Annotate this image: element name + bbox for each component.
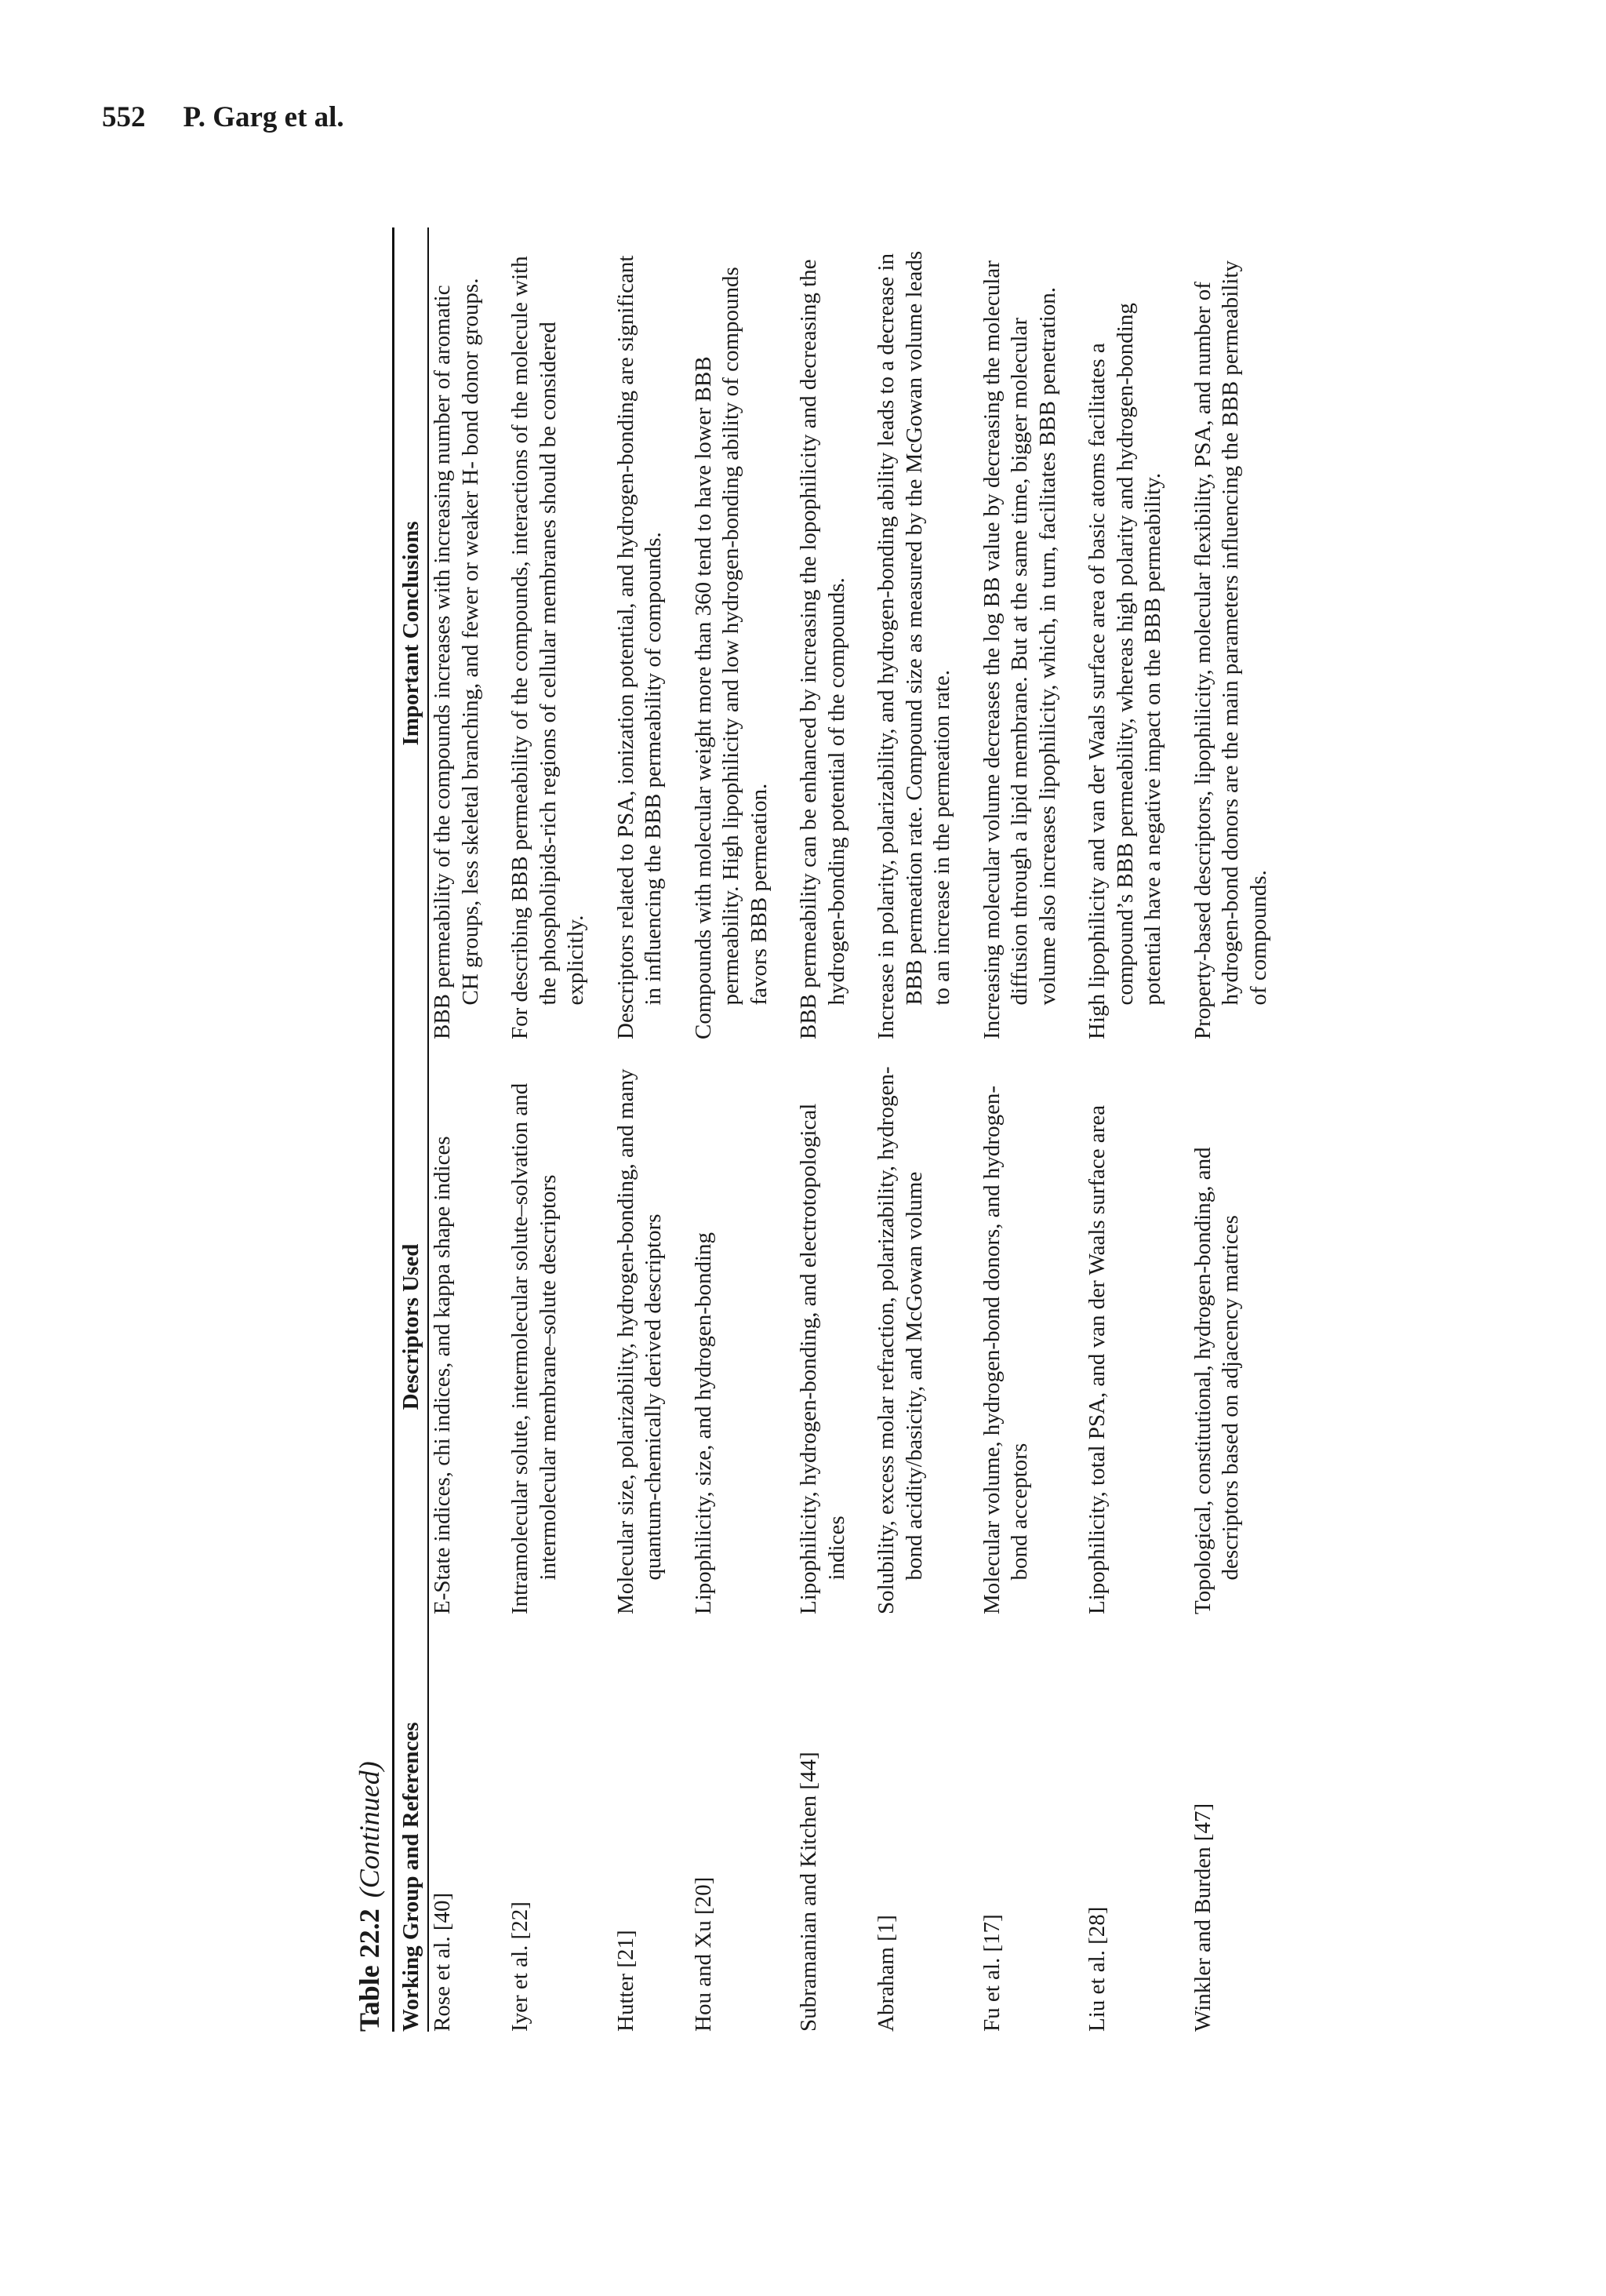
cell-conclusions: High lipophilicity and van der Waals surface area of basic atoms facilitates a compound’s BBB permeability, whereas high polarity and hydrogen-bonding potential have a negative impact on the BBB permeability.: [1085, 303, 1165, 1039]
header-conclusions: Important Conclusions: [398, 521, 423, 746]
cell-conclusions: BBB permeability of the compounds increases with increasing number of aromatic CH groups, less skeletal branching, and fewer or weaker H- bond donor groups.: [430, 278, 483, 1039]
cell-descriptors: Solubility, excess molar refraction, polarizability, hydrogen-bond acidity/basicity, and McGowan volume: [874, 1066, 927, 1614]
cell-descriptors: Intramolecular solute, intermolecular solute–solvation and intermolecular membrane–solute descriptors: [507, 1083, 561, 1614]
table-row: [979, 227, 1063, 2032]
running-head-authors: P. Garg et al.: [183, 101, 344, 133]
cell-reference: Hou and Xu [20]: [690, 1876, 716, 2032]
cell-reference: Winkler and Burden [47]: [1190, 1803, 1215, 2032]
cell-reference: Liu et al. [28]: [1085, 1906, 1110, 2032]
cell-descriptors: Lipophilicity, total PSA, and van der Waals surface area: [1085, 1104, 1110, 1614]
cell-reference: Fu et al. [17]: [979, 1914, 1005, 2032]
page-number: 552: [102, 101, 146, 133]
header-descriptors: Descriptors Used: [398, 1243, 423, 1410]
running-head: [102, 100, 344, 134]
cell-reference: Rose et al. [40]: [430, 1892, 455, 2032]
data-table: [392, 227, 1295, 2032]
table-caption-number: Table 22.2: [354, 1908, 385, 2032]
table-caption-continued: (Continued): [354, 1761, 385, 1898]
table-row: [1084, 227, 1168, 2032]
header-working-group: Working Group and References: [398, 1722, 423, 2032]
table-header-row: [394, 227, 427, 2032]
cell-conclusions: Compounds with molecular weight more than 360 tend to have lower BBB permeability. High lipophilicity and low hydrogen-bonding ability of compounds favors BBB permeation.: [690, 267, 772, 1039]
cell-descriptors: E-State indices, chi indices, and kappa shape indices: [430, 1136, 455, 1614]
cell-descriptors: Molecular size, polarizability, hydrogen-bonding, and many quantum-chemically derived descriptors: [612, 1068, 666, 1614]
table-row: [1190, 227, 1274, 2032]
cell-reference: Abraham [1]: [874, 1915, 899, 2032]
cell-reference: Iyer et al. [22]: [507, 1901, 532, 2032]
cell-descriptors: Lipophilicity, size, and hydrogen-bonding: [690, 1232, 716, 1614]
cell-reference: Hutter [21]: [612, 1930, 638, 2032]
table-landscape: [353, 208, 1372, 2106]
table-row: [507, 227, 590, 2032]
table-row: [612, 227, 668, 2032]
table-row: [429, 227, 485, 2032]
table-caption: [353, 1761, 386, 2032]
cell-conclusions: Descriptors related to PSA, ionization potential, and hydrogen-bonding are significant in influencing the BBB permeability of compounds.: [612, 255, 666, 1039]
cell-descriptors: Molecular volume, hydrogen-bond donors, and hydrogen-bond acceptors: [979, 1085, 1032, 1614]
rotated-table-container: [353, 208, 1372, 2106]
cell-conclusions: Increase in polarity, polarizability, and hydrogen-bonding ability leads to a decrease in BBB permeation rate. Compound size as measured by the McGowan volume leads to an increase in the permeation rate.: [874, 250, 954, 1039]
cell-descriptors: Lipophilicity, hydrogen-bonding, and electrotopological indices: [796, 1103, 849, 1614]
cell-conclusions: BBB permeability can be enhanced by increasing the lopophilicity and decreasing the hydrogen-bonding potential of the compounds.: [796, 259, 849, 1039]
table-row: [873, 227, 957, 2032]
table-row: [690, 227, 774, 2032]
cell-conclusions: Increasing molecular volume decreases the log BB value by decreasing the molecular diffusion through a lipid membrane. But at the same time, bigger molecular volume also increases lipophilicity, which, in turn, facilitates BBB penetration.: [979, 260, 1060, 1039]
cell-descriptors: Topological, constitutional, hydrogen-bonding, and descriptors based on adjacency matrices: [1190, 1147, 1243, 1614]
table-row: [795, 227, 851, 2032]
cell-conclusions: Property-based descriptors, lipophilicity, molecular flexibility, PSA, and number of hydrogen-bond donors are the main parameters influencing the BBB permeability of compounds.: [1190, 260, 1271, 1039]
cell-conclusions: For describing BBB permeability of the compounds, interactions of the molecule with the phospholipids-rich regions of cellular membranes should be considered explicitly.: [507, 256, 588, 1039]
cell-reference: Subramanian and Kitchen [44]: [796, 1752, 821, 2032]
